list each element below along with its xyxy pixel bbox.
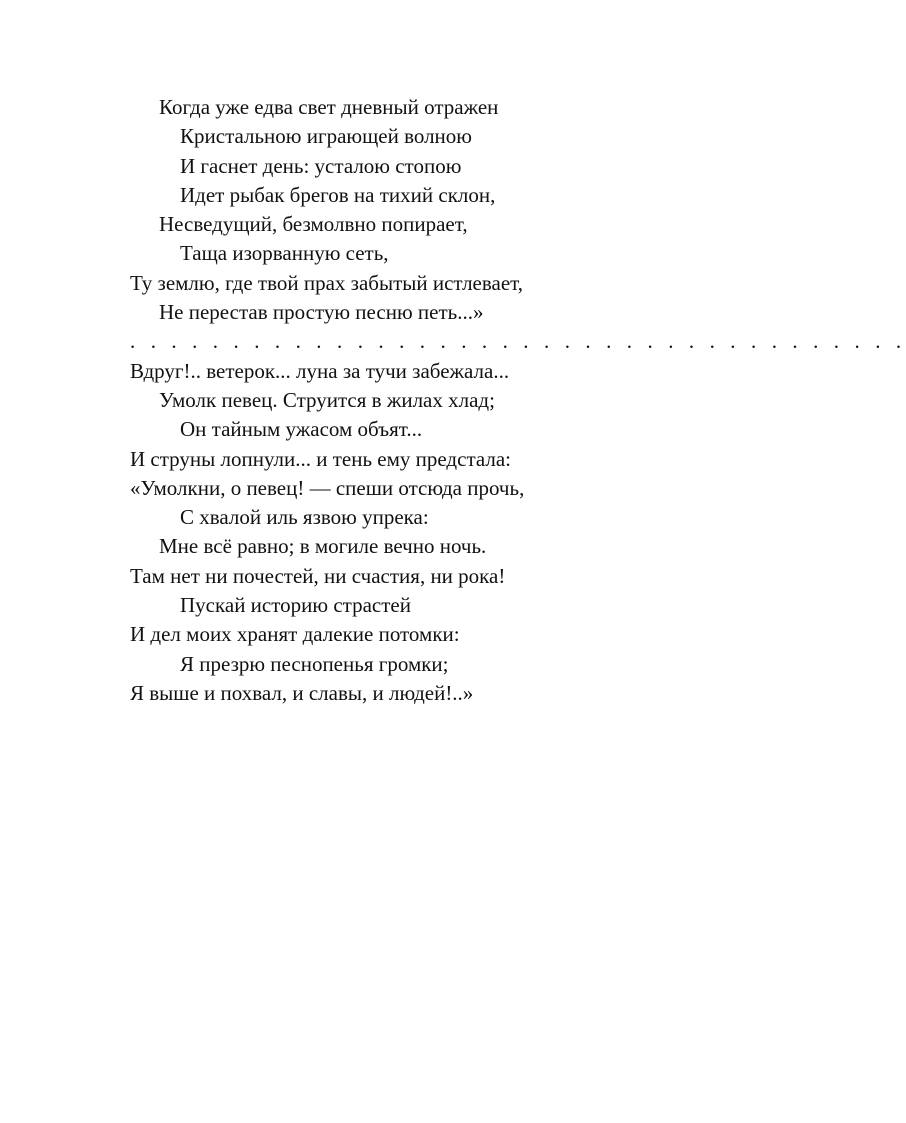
poem-line: Не перестав простую песню петь...»: [159, 300, 484, 325]
poem-line: С хвалой иль язвою упрека:: [180, 505, 429, 530]
poem-line: Умолк певец. Струится в жилах хлад;: [159, 387, 495, 412]
poem-line: «Умолкни, о певец! — спеши отсюда прочь,: [130, 475, 525, 500]
poem-line: И дел моих хранят далекие потомки:: [130, 622, 460, 647]
poem-line: Таща изорванную сеть,: [180, 241, 389, 266]
poem-line: Когда уже едва свет дневный отражен: [159, 95, 499, 119]
poem-line: Я презрю песнопенья громки;: [180, 651, 449, 676]
poem-text: [130, 93, 906, 708]
poem-line: Пускай историю страстей: [180, 593, 411, 618]
poem-line: Мне всё равно; в могиле вечно ночь.: [159, 534, 487, 559]
ellipsis-separator: . . . . . . . . . . . . . . . . . . . . . . . . . . . . . . . . . . . . . .: [130, 329, 906, 354]
poem-line: Ту землю, где твой прах забытый истлевает,: [130, 270, 524, 295]
poem-line: Кристальною играющей волною: [180, 124, 472, 149]
poem-line: Там нет ни почестей, ни счастия, ни рока!: [130, 563, 506, 588]
poem-line: И гаснет день: усталою стопою: [180, 153, 462, 178]
poem-line: Я выше и похвал, и славы, и людей!..»: [130, 680, 474, 705]
poem-line: Он тайным ужасом объят...: [180, 417, 423, 442]
poem-line: Идет рыбак брегов на тихий склон,: [180, 182, 496, 207]
poem-line: Несведущий, безмолвно попирает,: [159, 212, 468, 237]
poem-line: И струны лопнули... и тень ему предстала:: [130, 446, 512, 471]
poem-line: Вдруг!.. ветерок... луна за тучи забежала...: [130, 358, 510, 383]
